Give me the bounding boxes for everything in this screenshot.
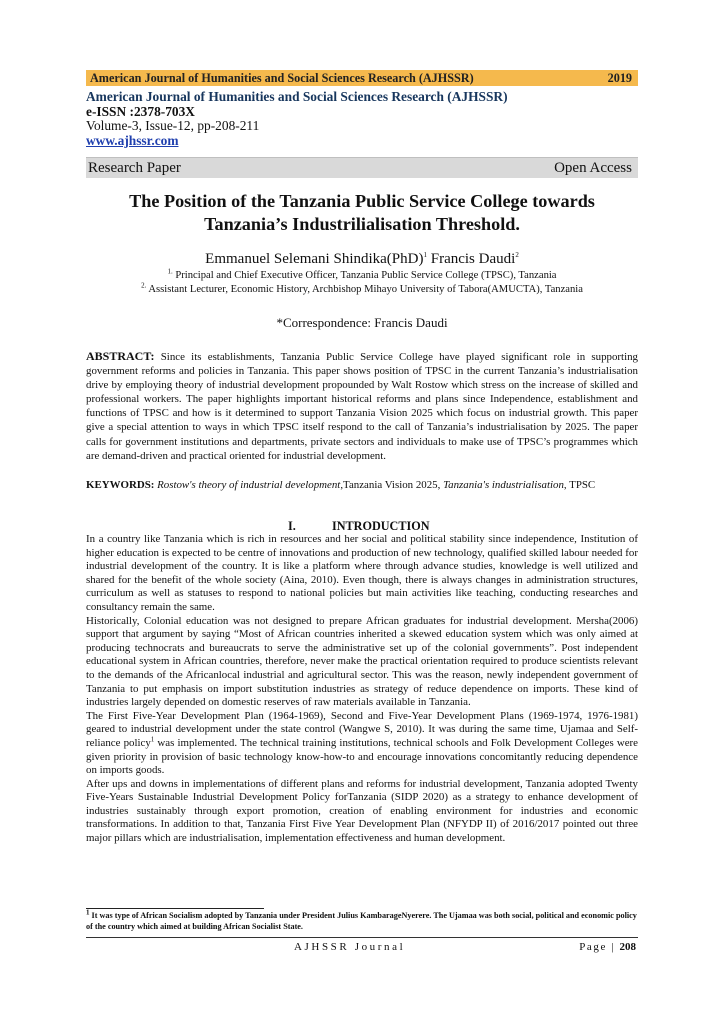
author-1: Emmanuel Selemani Shindika(PhD) xyxy=(205,251,424,267)
footer-page xyxy=(579,941,636,953)
footnote-text: It was type of African Socialism adopted by Tanzania under President Julius KambarageNyerere. The Ujamaa was both social, political and economic policy of the country which aimed at building African Socialist State. xyxy=(86,911,637,931)
author-1-mark: 1 xyxy=(423,251,427,259)
issn: e-ISSN :2378-703X xyxy=(86,103,195,119)
footnote-ref[interactable]: 1 xyxy=(150,735,155,744)
section-title: INTRODUCTION xyxy=(332,519,430,533)
title-line-2: Tanzania’s Industrilialisation Threshold. xyxy=(204,214,520,234)
journal-header-band xyxy=(86,70,638,86)
footer-page-label: Page | xyxy=(579,941,620,953)
affiliation-2-mark: 2. xyxy=(141,281,147,290)
keyword-1: Rostow's theory of industrial development xyxy=(157,479,341,491)
footnote-divider xyxy=(86,908,264,909)
author-2: Francis Daudi xyxy=(430,251,516,267)
page-footer xyxy=(86,937,638,958)
paragraph-3-part-b: was implemented. The technical training institutions, technical schools and Folk Development Colleges were given priority in provision of basic technology know-how-to and encourage innovations concomitantly reducing dependence on imports goods. xyxy=(86,736,638,777)
author-2-mark: 2 xyxy=(515,251,519,259)
paper-title xyxy=(86,190,638,236)
footnote xyxy=(86,908,638,933)
title-line-1: The Position of the Tanzania Public Service College towards xyxy=(129,191,595,211)
affiliation-1-text: Principal and Chief Executive Officer, Tanzania Public Service College (TPSC), Tanzania xyxy=(175,270,557,281)
page-number: 208 xyxy=(619,941,636,953)
paragraph-3-part-a: The First Five-Year Development Plan (1964-1969), Second and Five-Year Development Plans (1969-1974, 1976-1981) geared to industrial development under the state control (Wangwe S, 2010). It was during the same time, Ujamaa and Self-reliance policy xyxy=(86,709,638,749)
header-year: 2019 xyxy=(607,71,632,85)
keywords xyxy=(86,478,638,492)
paper-type: Research Paper xyxy=(88,160,181,176)
header-journal-name: American Journal of Humanities and Social Sciences Research (AJHSSR) xyxy=(90,71,474,85)
abstract xyxy=(86,349,638,463)
abstract-text: Since its establishments, Tanzania Public Service College have played significant role in supporting government reforms and policies in Tanzania. This paper shows position of TPSC in the current Tanzania’s industrialisation drive by employing theory of industrial development propounded by Walt Rostow which stress on the increase of skilled and professional workers. The paper highlights important historical reforms and plans since Independence, establishment and functions of TPSC and how is it determined to support Tanzania Vision 2025 which focus on industrial growth. This paper give a special attention to ways in which TPSC itself respond to the call of Tanzania’s industrialisation by 2025. The paper calls for government institutions and departments, private sectors and individuals to make use of TPSC’s programmes which are demand-driven and practical oriented for industrial development. xyxy=(86,351,638,462)
affiliation-2 xyxy=(86,283,638,296)
journal-url-link[interactable]: www.ajhssr.com xyxy=(86,132,179,148)
paragraph-2: Historically, Colonial education was not designed to prepare African graduates for industrial development. Mersha(2006) support that argument by saying “Most of African countries inherited a skewed education system which was only aimed at producing technocrats and bureaucrats to serve the administrative set up of the colonial governments”. Post independent educational system in African countries, therefore, never make the practical orientation required to produce scientists relevant to the demands of the Africanlocal industrial and agricultural sector. This was the reason, newly independent government of Tanzania to put emphasis on import substitution industries as strategy of reduce dependence on imports. These kind of industries largely depended on domestic reserves of raw materials available in Tanzania. xyxy=(86,614,638,709)
section-number: I. xyxy=(288,519,296,533)
authors xyxy=(86,250,638,268)
affiliation-1 xyxy=(86,269,638,282)
footer-journal: AJHSSR Journal xyxy=(294,941,406,953)
keyword-2: ,Tanzania Vision 2025, xyxy=(340,479,444,491)
footnote-mark: 1 xyxy=(86,908,90,917)
paragraph-1: In a country like Tanzania which is rich in resources and her social and political stability since independence, Institution of higher education is expected to be centre of innovations and production of new technology, qualified skilled labour needed for industrial development of the country. It is like a platform where through advance studies, knowledge is well utilized and shared for the benefit of the whole society (Aina, 2010). Even though, there is always changes in administration structures, curriculum as well as statuses to respond to national policies but main activities like teaching, conducting researches and consultancy remain the same. xyxy=(86,533,638,613)
abstract-label: ABSTRACT: xyxy=(86,349,155,363)
keyword-3: Tanzania's industrialisation xyxy=(443,479,564,491)
affiliation-1-mark: 1. xyxy=(167,267,173,276)
volume-issue: Volume-3, Issue-12, pp-208-211 xyxy=(86,118,260,134)
paragraph-3 xyxy=(86,710,638,778)
journal-meta xyxy=(86,90,638,148)
paragraph-4: After ups and downs in implementations of different plans and reforms for industrial development, Tanzania adopted Twenty Five-Years Sustainable Industrial Development Policy forTanzania (SIDP 2020) as a strategy to enhance development of industries sustainably through export promotion, creation of enabling environment for industries and economic transformations. In addition to that, Tanzania First Five Year Development Plan (NFYDP II) of 2016/2017 pointed out three major pillars which are industrialisation, implementation effectiveness and human development. xyxy=(86,777,638,845)
access-type: Open Access xyxy=(554,160,632,176)
introduction-body xyxy=(86,533,638,846)
correspondence: *Correspondence: Francis Daudi xyxy=(276,315,448,330)
keywords-label: KEYWORDS: xyxy=(86,479,155,491)
paper-type-bar xyxy=(86,157,638,178)
affiliation-2-text: Assistant Lecturer, Economic History, Archbishop Mihayo University of Tabora(AMUCTA), Tanzania xyxy=(148,284,583,295)
keyword-4: , TPSC xyxy=(563,479,596,491)
journal-title: American Journal of Humanities and Social Sciences Research (AJHSSR) xyxy=(86,89,508,104)
